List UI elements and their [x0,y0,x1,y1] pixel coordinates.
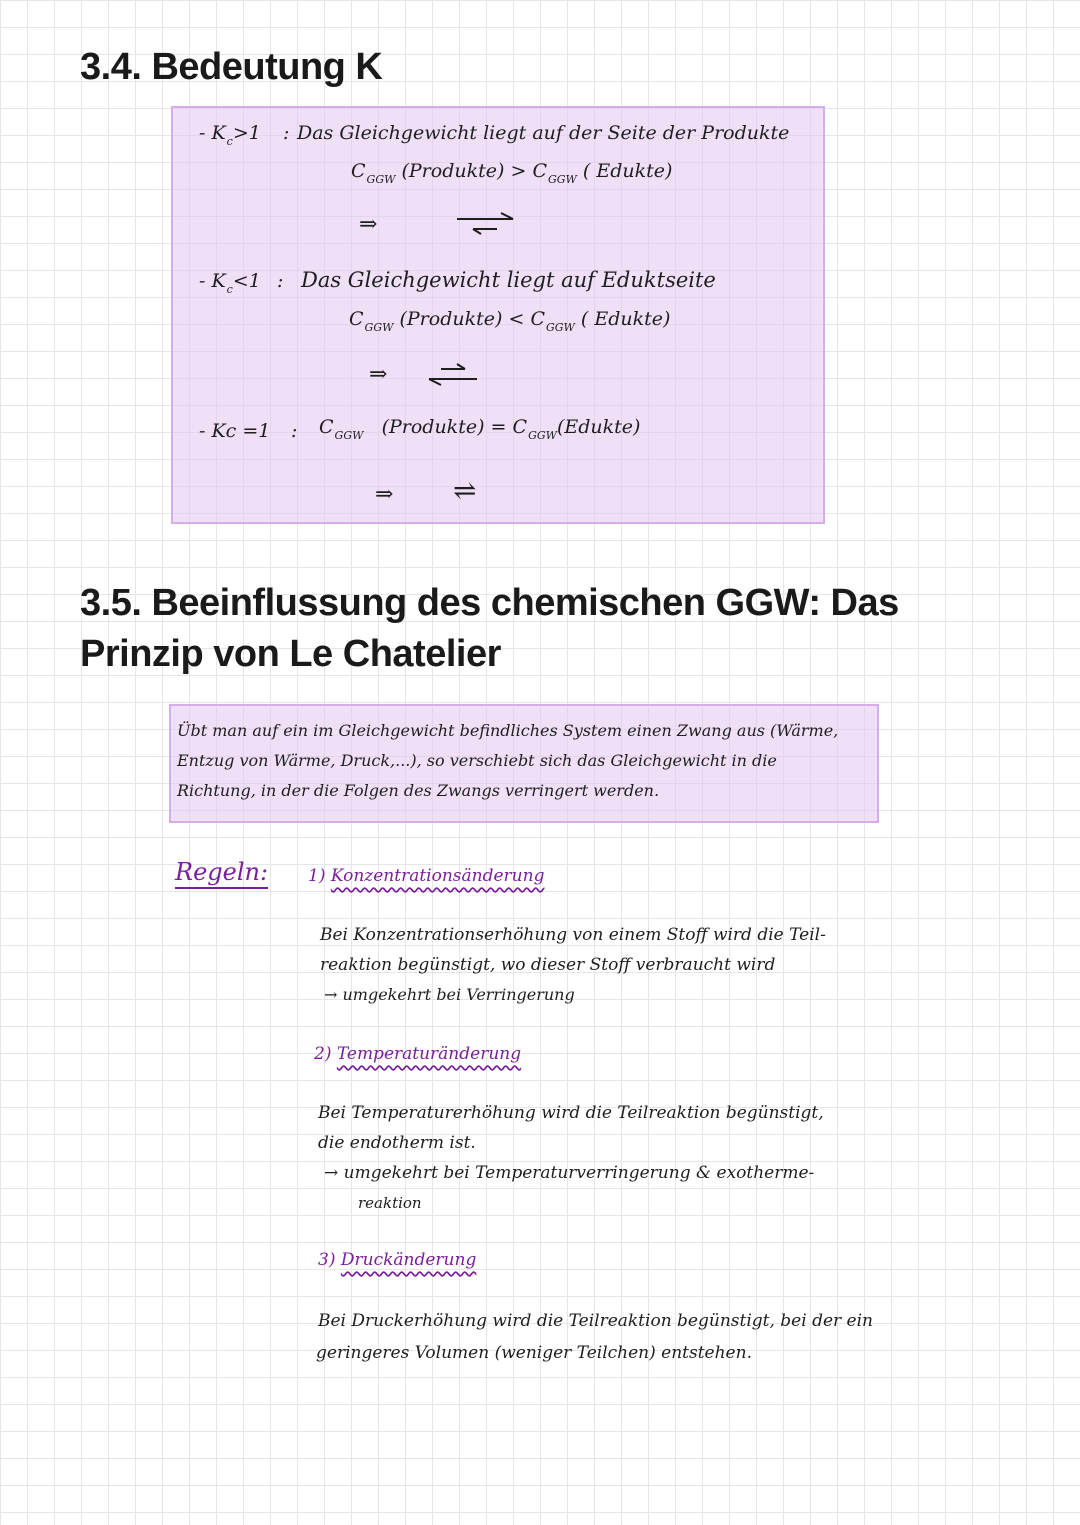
section-3-5-title-line1: 3.5. Beeinflussung des chemischen GGW: Das [80,582,899,624]
k-greater-inequality: $C_{GGW}$ (Produkte) > $C_{GGW}$ ( Edukte) [351,160,673,186]
k-meaning-box [171,106,825,524]
k-less-statement: Das Gleichgewicht liegt auf Eduktseite [301,268,716,292]
rule-2-line-3: → umgekehrt bei Temperaturverringerung & exotherme- [324,1163,815,1183]
k-less-inequality: $C_{GGW}$ (Produkte) < $C_{GGW}$ ( Edukte) [349,308,671,334]
equilibrium-left-icon [427,360,479,386]
k-equal-condition: - Kc =1 [199,420,271,442]
rule-1-line-3: → umgekehrt bei Verringerung [324,985,575,1004]
rule-1-line-2: reaktion begünstigt, wo dieser Stoff verbraucht wird [320,955,776,975]
k-equal-colon: : [291,420,298,442]
section-3-4-title: 3.4. Bedeutung K [80,46,383,88]
principle-line-1: Übt man auf ein im Gleichgewicht befindliches System einen Zwang aus (Wärme, [177,721,839,740]
k-greater-equilibrium-arrow [455,210,517,242]
section-3-5-title [80,578,899,681]
k-less-colon: : [277,270,284,292]
k-greater-condition: - $K_c>1$ [199,122,261,148]
rule-2-line-4: reaktion [358,1194,422,1212]
le-chatelier-box [169,704,879,823]
rule-3-line-1: Bei Druckerhöhung wird die Teilreaktion begünstigt, bei der ein [318,1311,873,1331]
rule-2-heading: 2) Temperaturänderung [314,1044,522,1064]
rule-1-heading: 1) Konzentrationsänderung [308,866,545,886]
rule-2-line-2: die endotherm ist. [318,1133,476,1153]
equilibrium-right-icon [455,210,517,236]
rule-3-line-2: geringeres Volumen (weniger Teilchen) entstehen. [316,1343,752,1363]
k-greater-implies-arrow: ⇒ [359,212,378,237]
section-3-5-title-line2: Prinzip von Le Chatelier [80,633,501,676]
k-less-implies-arrow: ⇒ [369,362,388,387]
k-greater-statement: Das Gleichgewicht liegt auf der Seite der Produkte [297,122,790,144]
principle-line-3: Richtung, in der die Folgen des Zwangs verringert werden. [177,781,660,800]
rule-1-line-1: Bei Konzentrationserhöhung von einem Stoff wird die Teil- [320,925,826,945]
principle-line-2: Entzug von Wärme, Druck,...), so verschiebt sich das Gleichgewicht in die [177,751,777,770]
k-equal-equation: $C_{GGW}$ (Produkte) = $C_{GGW}(Edukte)$ [319,416,641,442]
k-equal-implies-arrow: ⇒ [375,482,394,507]
k-equal-equilibrium-arrow: ⇌ [453,474,477,507]
k-greater-colon: : [283,122,290,144]
k-less-condition: - $K_c<1$ [199,270,261,296]
k-less-equilibrium-arrow [427,360,479,392]
rule-3-heading: 3) Druckänderung [318,1250,477,1270]
rule-2-line-1: Bei Temperaturerhöhung wird die Teilreaktion begünstigt, [318,1103,824,1123]
rules-label: Regeln: [175,858,268,886]
